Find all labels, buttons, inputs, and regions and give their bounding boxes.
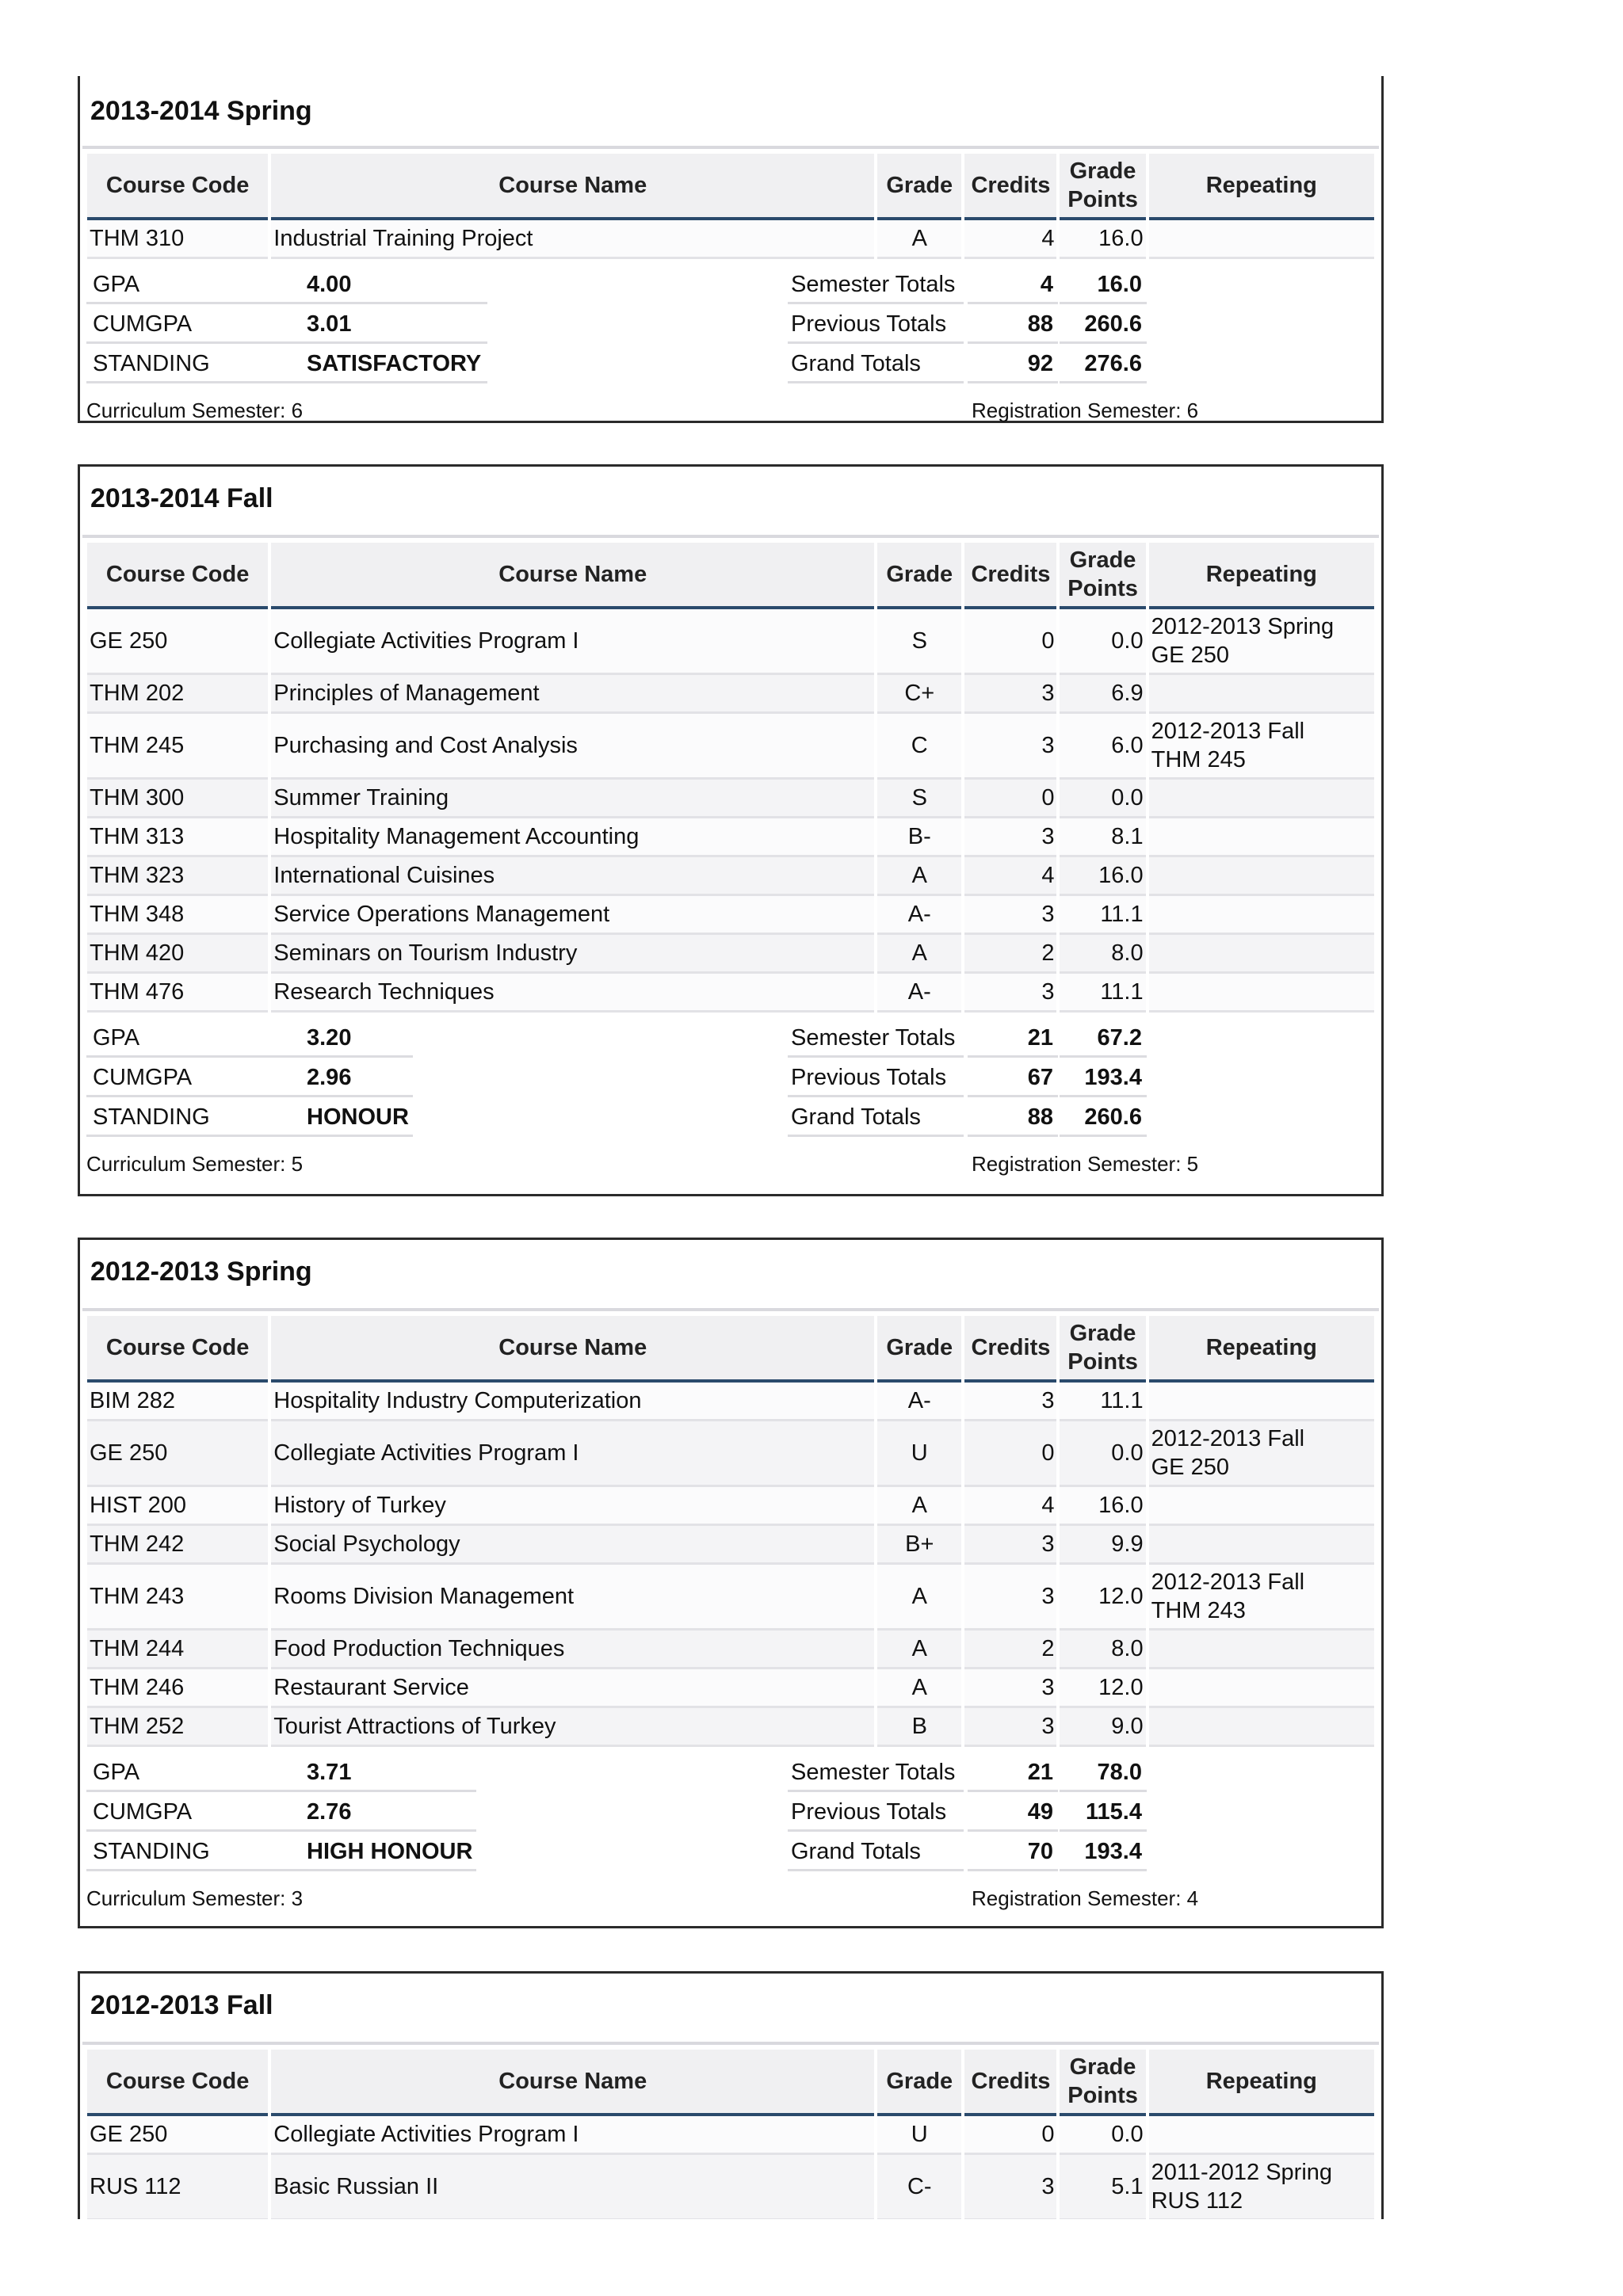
- grand-totals-points: 193.4: [1060, 1834, 1147, 1871]
- previous-totals-label: Previous Totals: [788, 307, 964, 344]
- standing-label: STANDING: [86, 1100, 307, 1137]
- registration-semester: Registration Semester: 5: [972, 1152, 1199, 1176]
- course-grade: A: [877, 1630, 961, 1669]
- semester-title: 2013-2014 Fall: [82, 467, 1379, 538]
- previous-totals-label: Previous Totals: [788, 1060, 964, 1097]
- course-name: Research Techniques: [271, 974, 874, 1013]
- course-credits: 0: [964, 2116, 1056, 2155]
- course-repeating: [1149, 818, 1374, 857]
- header-repeating: Repeating: [1149, 154, 1374, 220]
- course-repeating: [1149, 896, 1374, 935]
- course-grade: A: [877, 1487, 961, 1526]
- course-name: Rooms Division Management: [271, 1565, 874, 1630]
- course-name: Hospitality Management Accounting: [271, 818, 874, 857]
- table-row: [87, 780, 1374, 818]
- grand-totals-label: Grand Totals: [788, 1100, 964, 1137]
- course-grade-points: 16.0: [1060, 857, 1145, 896]
- table-row: [87, 675, 1374, 714]
- course-name: Basic Russian II: [271, 2155, 874, 2219]
- course-credits: 0: [964, 780, 1056, 818]
- course-grade-points: 12.0: [1060, 1565, 1145, 1630]
- course-code: GE 250: [87, 1421, 268, 1487]
- course-repeating: 2011-2012 Spring RUS 112: [1149, 2155, 1374, 2219]
- course-grade: S: [877, 609, 961, 675]
- course-grade-points: 11.1: [1060, 1383, 1145, 1421]
- course-code: THM 252: [87, 1708, 268, 1747]
- header-course-name: Course Name: [271, 154, 874, 220]
- course-grade-points: 9.0: [1060, 1708, 1145, 1747]
- course-name: Purchasing and Cost Analysis: [271, 714, 874, 780]
- header-grade-points: Grade Points: [1060, 154, 1145, 220]
- course-code: THM 242: [87, 1526, 268, 1565]
- course-repeating: [1149, 857, 1374, 896]
- semester-totals-credits: 4: [968, 267, 1058, 304]
- course-credits: 3: [964, 818, 1056, 857]
- semester-block: [78, 1971, 1384, 2219]
- standing-label: STANDING: [86, 1834, 307, 1871]
- gpa-value: 4.00: [304, 267, 487, 304]
- semester-block: [78, 1238, 1384, 1928]
- course-grade: B: [877, 1708, 961, 1747]
- header-credits: Credits: [964, 1316, 1056, 1383]
- curriculum-semester: Curriculum Semester: 3: [86, 1886, 304, 1910]
- header-grade-points: Grade Points: [1060, 2050, 1145, 2116]
- course-grade: U: [877, 2116, 961, 2155]
- grand-totals-label: Grand Totals: [788, 1834, 964, 1871]
- grand-totals-points: 276.6: [1060, 346, 1147, 383]
- course-code: THM 245: [87, 714, 268, 780]
- header-course-code: Course Code: [87, 543, 268, 609]
- course-table-header: [87, 543, 1374, 609]
- semester-block: [78, 464, 1384, 1196]
- course-code: THM 313: [87, 818, 268, 857]
- semester-block: [78, 76, 1384, 423]
- header-course-name: Course Name: [271, 2050, 874, 2116]
- semester-totals-points: 67.2: [1060, 1020, 1147, 1058]
- previous-totals-points: 193.4: [1060, 1060, 1147, 1097]
- semester-totals-label: Semester Totals: [788, 1020, 964, 1058]
- cumgpa-value: 2.76: [304, 1794, 476, 1832]
- course-code: THM 476: [87, 974, 268, 1013]
- gpa-value: 3.71: [304, 1755, 476, 1792]
- header-grade: Grade: [877, 543, 961, 609]
- header-grade-points: Grade Points: [1060, 543, 1145, 609]
- semester-totals-label: Semester Totals: [788, 267, 964, 304]
- curriculum-semester: Curriculum Semester: 5: [86, 1152, 304, 1176]
- course-code: THM 348: [87, 896, 268, 935]
- course-grade-points: 6.9: [1060, 675, 1145, 714]
- previous-totals-label: Previous Totals: [788, 1794, 964, 1832]
- course-name: Tourist Attractions of Turkey: [271, 1708, 874, 1747]
- standing-value: HONOUR: [304, 1100, 413, 1137]
- course-credits: 4: [964, 857, 1056, 896]
- standing-label: STANDING: [86, 346, 307, 383]
- course-name: Food Production Techniques: [271, 1630, 874, 1669]
- header-credits: Credits: [964, 543, 1056, 609]
- course-grade: A: [877, 220, 961, 259]
- registration-semester: Registration Semester: 4: [972, 1886, 1199, 1910]
- course-code: RUS 112: [87, 2155, 268, 2219]
- course-repeating: [1149, 974, 1374, 1013]
- course-name: Service Operations Management: [271, 896, 874, 935]
- table-row: [87, 896, 1374, 935]
- course-repeating: [1149, 1526, 1374, 1565]
- semester-summary: [80, 1755, 1381, 1882]
- semester-summary: [80, 267, 1381, 394]
- semester-summary: [80, 1020, 1381, 1147]
- semester-totals-points: 78.0: [1060, 1755, 1147, 1792]
- course-grade-points: 0.0: [1060, 609, 1145, 675]
- standing-value: HIGH HONOUR: [304, 1834, 476, 1871]
- course-grade-points: 9.9: [1060, 1526, 1145, 1565]
- table-row: [87, 1526, 1374, 1565]
- course-credits: 4: [964, 220, 1056, 259]
- course-table: [84, 1316, 1377, 1747]
- course-grade-points: 8.1: [1060, 818, 1145, 857]
- table-row: [87, 974, 1374, 1013]
- course-code: THM 202: [87, 675, 268, 714]
- semester-totals-points: 16.0: [1060, 267, 1147, 304]
- header-grade: Grade: [877, 1316, 961, 1383]
- course-name: Restaurant Service: [271, 1669, 874, 1708]
- table-row: [87, 1487, 1374, 1526]
- course-name: Principles of Management: [271, 675, 874, 714]
- grand-totals-credits: 88: [968, 1100, 1058, 1137]
- course-code: THM 310: [87, 220, 268, 259]
- cumgpa-value: 3.01: [304, 307, 487, 344]
- header-grade-points: Grade Points: [1060, 1316, 1145, 1383]
- gpa-label: GPA: [86, 1020, 307, 1058]
- course-name: Collegiate Activities Program I: [271, 1421, 874, 1487]
- course-credits: 3: [964, 974, 1056, 1013]
- course-grade-points: 11.1: [1060, 974, 1145, 1013]
- course-grade-points: 8.0: [1060, 1630, 1145, 1669]
- grand-totals-points: 260.6: [1060, 1100, 1147, 1137]
- course-grade-points: 0.0: [1060, 780, 1145, 818]
- header-course-code: Course Code: [87, 154, 268, 220]
- course-grade-points: 16.0: [1060, 220, 1145, 259]
- course-repeating: [1149, 220, 1374, 259]
- course-name: Industrial Training Project: [271, 220, 874, 259]
- previous-totals-points: 260.6: [1060, 307, 1147, 344]
- semester-title: 2012-2013 Spring: [82, 1240, 1379, 1311]
- table-row: [87, 1669, 1374, 1708]
- course-repeating: [1149, 935, 1374, 974]
- course-grade: B-: [877, 818, 961, 857]
- course-code: THM 243: [87, 1565, 268, 1630]
- course-table-header: [87, 1316, 1374, 1383]
- course-code: THM 300: [87, 780, 268, 818]
- course-grade-points: 0.0: [1060, 1421, 1145, 1487]
- table-row: [87, 935, 1374, 974]
- header-repeating: Repeating: [1149, 1316, 1374, 1383]
- course-name: Hospitality Industry Computerization: [271, 1383, 874, 1421]
- gpa-label: GPA: [86, 1755, 307, 1792]
- semester-title: 2012-2013 Fall: [82, 1974, 1379, 2045]
- header-credits: Credits: [964, 2050, 1056, 2116]
- curriculum-semester: Curriculum Semester: 6: [86, 399, 304, 422]
- course-code: THM 420: [87, 935, 268, 974]
- header-grade: Grade: [877, 2050, 961, 2116]
- course-repeating: [1149, 675, 1374, 714]
- course-code: HIST 200: [87, 1487, 268, 1526]
- standing-value: SATISFACTORY: [304, 346, 487, 383]
- table-row: [87, 220, 1374, 259]
- course-repeating: [1149, 2116, 1374, 2155]
- cumgpa-label: CUMGPA: [86, 307, 307, 344]
- semester-footer: [80, 394, 1381, 432]
- course-grade-points: 12.0: [1060, 1669, 1145, 1708]
- course-code: GE 250: [87, 609, 268, 675]
- course-credits: 3: [964, 1565, 1056, 1630]
- course-credits: 3: [964, 1708, 1056, 1747]
- header-course-name: Course Name: [271, 1316, 874, 1383]
- previous-totals-credits: 67: [968, 1060, 1058, 1097]
- course-grade: A: [877, 1565, 961, 1630]
- grand-totals-credits: 70: [968, 1834, 1058, 1871]
- course-repeating: 2012-2013 Spring GE 250: [1149, 609, 1374, 675]
- course-code: GE 250: [87, 2116, 268, 2155]
- semester-footer: [80, 1882, 1381, 1920]
- course-name: Summer Training: [271, 780, 874, 818]
- course-grade: B+: [877, 1526, 961, 1565]
- gpa-label: GPA: [86, 267, 307, 304]
- course-credits: 4: [964, 1487, 1056, 1526]
- header-credits: Credits: [964, 154, 1056, 220]
- course-credits: 0: [964, 1421, 1056, 1487]
- course-grade: C-: [877, 2155, 961, 2219]
- previous-totals-credits: 49: [968, 1794, 1058, 1832]
- semester-totals-credits: 21: [968, 1755, 1058, 1792]
- course-grade-points: 6.0: [1060, 714, 1145, 780]
- course-grade-points: 11.1: [1060, 896, 1145, 935]
- course-credits: 0: [964, 609, 1056, 675]
- course-grade-points: 0.0: [1060, 2116, 1145, 2155]
- semester-totals-credits: 21: [968, 1020, 1058, 1058]
- course-code: BIM 282: [87, 1383, 268, 1421]
- course-grade: U: [877, 1421, 961, 1487]
- table-row: [87, 1383, 1374, 1421]
- course-credits: 3: [964, 714, 1056, 780]
- header-course-name: Course Name: [271, 543, 874, 609]
- course-name: Social Psychology: [271, 1526, 874, 1565]
- header-course-code: Course Code: [87, 1316, 268, 1383]
- header-grade: Grade: [877, 154, 961, 220]
- course-repeating: 2012-2013 Fall THM 243: [1149, 1565, 1374, 1630]
- course-table-header: [87, 154, 1374, 220]
- course-credits: 3: [964, 1526, 1056, 1565]
- course-grade: S: [877, 780, 961, 818]
- course-repeating: [1149, 1487, 1374, 1526]
- header-course-code: Course Code: [87, 2050, 268, 2116]
- course-repeating: [1149, 780, 1374, 818]
- course-code: THM 323: [87, 857, 268, 896]
- course-grade: A-: [877, 974, 961, 1013]
- course-grade: C+: [877, 675, 961, 714]
- course-name: International Cuisines: [271, 857, 874, 896]
- course-credits: 3: [964, 1669, 1056, 1708]
- course-credits: 3: [964, 896, 1056, 935]
- course-grade: A: [877, 1669, 961, 1708]
- registration-semester: Registration Semester: 6: [972, 399, 1199, 422]
- course-repeating: 2012-2013 Fall THM 245: [1149, 714, 1374, 780]
- course-grade-points: 5.1: [1060, 2155, 1145, 2219]
- semester-totals-label: Semester Totals: [788, 1755, 964, 1792]
- course-grade: A-: [877, 896, 961, 935]
- table-row: [87, 714, 1374, 780]
- course-table-header: [87, 2050, 1374, 2116]
- course-repeating: [1149, 1669, 1374, 1708]
- table-row: [87, 857, 1374, 896]
- course-repeating: [1149, 1708, 1374, 1747]
- course-credits: 3: [964, 675, 1056, 714]
- course-grade: A: [877, 857, 961, 896]
- course-repeating: [1149, 1630, 1374, 1669]
- semester-footer: [80, 1147, 1381, 1185]
- course-credits: 3: [964, 2155, 1056, 2219]
- table-row: [87, 609, 1374, 675]
- grand-totals-label: Grand Totals: [788, 346, 964, 383]
- course-grade-points: 8.0: [1060, 935, 1145, 974]
- course-name: Collegiate Activities Program I: [271, 609, 874, 675]
- course-repeating: 2012-2013 Fall GE 250: [1149, 1421, 1374, 1487]
- course-code: THM 244: [87, 1630, 268, 1669]
- cumgpa-label: CUMGPA: [86, 1794, 307, 1832]
- cumgpa-label: CUMGPA: [86, 1060, 307, 1097]
- course-grade: A-: [877, 1383, 961, 1421]
- table-row: [87, 1565, 1374, 1630]
- course-grade: A: [877, 935, 961, 974]
- course-name: Seminars on Tourism Industry: [271, 935, 874, 974]
- table-row: [87, 1421, 1374, 1487]
- course-grade: C: [877, 714, 961, 780]
- gpa-value: 3.20: [304, 1020, 413, 1058]
- grand-totals-credits: 92: [968, 346, 1058, 383]
- table-row: [87, 1630, 1374, 1669]
- course-name: History of Turkey: [271, 1487, 874, 1526]
- semester-title: 2013-2014 Spring: [82, 76, 1379, 149]
- table-row: [87, 2116, 1374, 2155]
- header-repeating: Repeating: [1149, 2050, 1374, 2116]
- course-name: Collegiate Activities Program I: [271, 2116, 874, 2155]
- course-grade-points: 16.0: [1060, 1487, 1145, 1526]
- course-table: [84, 543, 1377, 1013]
- course-credits: 2: [964, 1630, 1056, 1669]
- course-credits: 3: [964, 1383, 1056, 1421]
- table-row: [87, 1708, 1374, 1747]
- course-code: THM 246: [87, 1669, 268, 1708]
- course-table: [84, 2050, 1377, 2219]
- course-repeating: [1149, 1383, 1374, 1421]
- cumgpa-value: 2.96: [304, 1060, 413, 1097]
- course-credits: 2: [964, 935, 1056, 974]
- previous-totals-points: 115.4: [1060, 1794, 1147, 1832]
- previous-totals-credits: 88: [968, 307, 1058, 344]
- table-row: [87, 2155, 1374, 2219]
- header-repeating: Repeating: [1149, 543, 1374, 609]
- course-table: [84, 154, 1377, 259]
- table-row: [87, 818, 1374, 857]
